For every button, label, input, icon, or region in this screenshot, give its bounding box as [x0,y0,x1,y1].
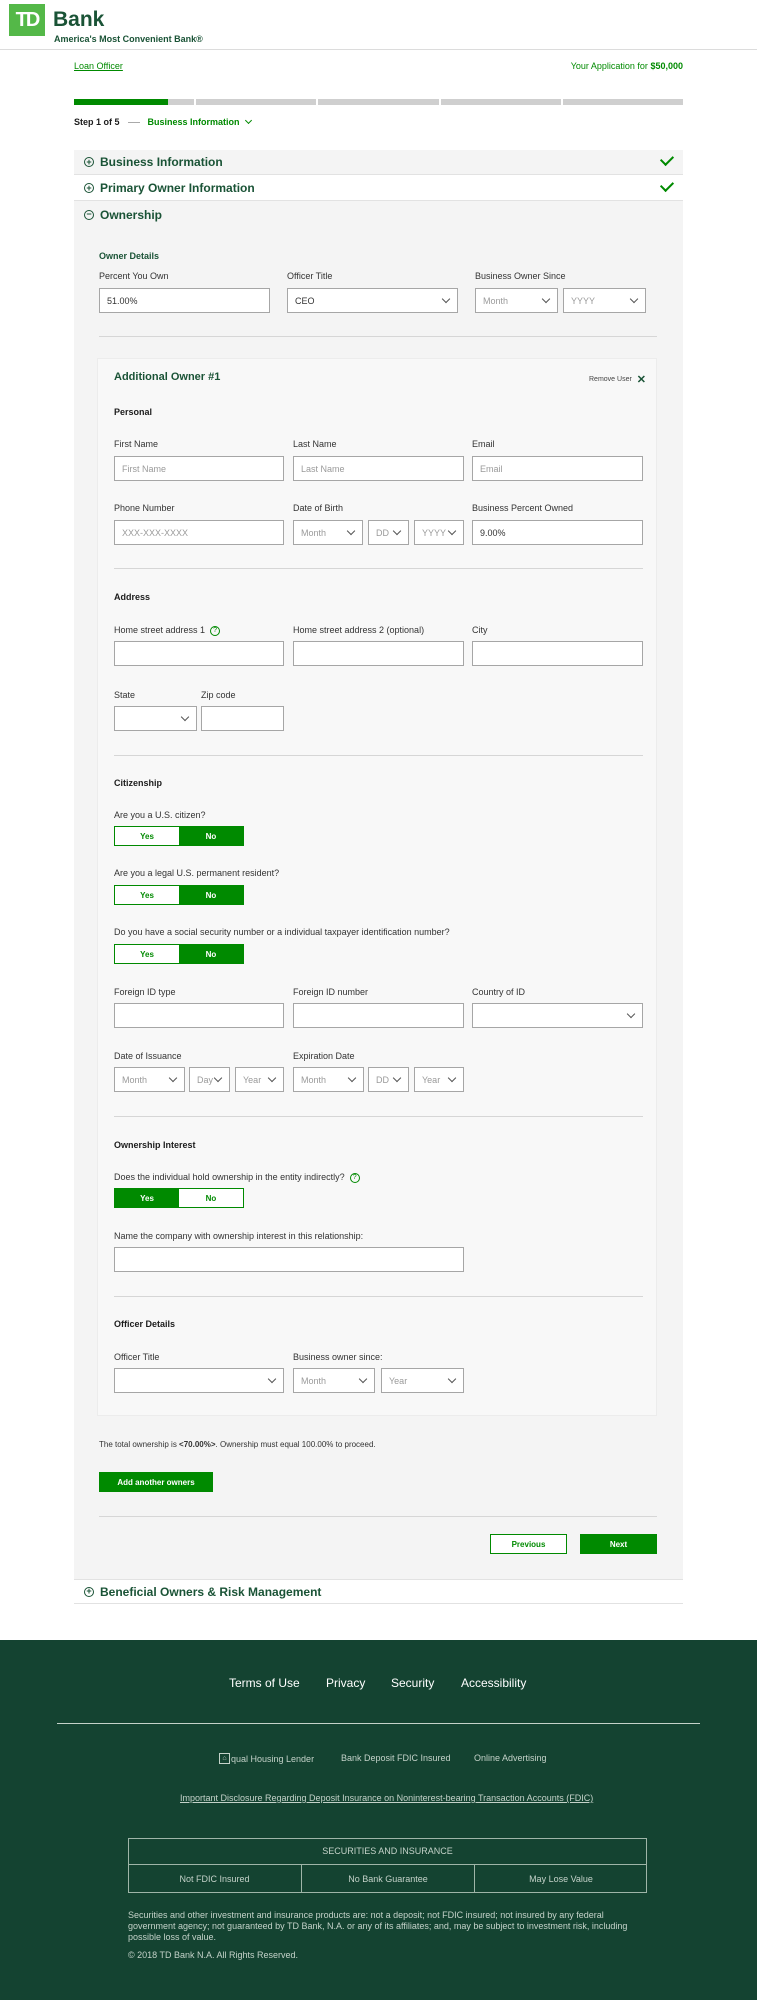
country-id-select[interactable] [472,1003,643,1028]
business-percent-input[interactable]: 9.00% [472,520,643,545]
country-id-label: Country of ID [472,987,526,997]
company-name-input[interactable] [114,1247,464,1272]
accordion-title: Beneficial Owners & Risk Management [100,1584,322,1599]
chevron-down-icon [442,295,450,303]
td-logo[interactable]: TD [9,4,45,36]
company-name-label: Name the company with ownership interest in this relationship: [114,1231,364,1241]
us-citizen-question: Are you a U.S. citizen? [114,810,206,820]
ownership-interest-title: Ownership Interest [114,1140,196,1150]
next-button[interactable]: Next [580,1534,657,1554]
officer-title-select-2[interactable] [114,1368,284,1393]
checkmark-icon [660,178,674,192]
divider [114,1296,643,1297]
expiration-label: Expiration Date [293,1051,355,1061]
ssn-toggle [114,944,244,964]
yes-option[interactable]: Yes [115,886,179,904]
accordion-title: Business Information [100,155,223,169]
email-input[interactable]: Email [472,456,643,481]
street2-label: Home street address 2 (optional) [293,625,425,635]
day-placeholder: Day [197,1074,214,1085]
progress-segment-4 [441,99,561,105]
securities-insurance-title: SECURITIES AND INSURANCE [128,1838,647,1865]
footer-link-accessibility[interactable]: Accessibility [461,1676,527,1690]
last-name-input[interactable]: Last Name [293,456,464,481]
dob-month-placeholder: Month [301,527,327,538]
dob-year-select[interactable] [414,520,464,545]
year-placeholder: Year [389,1375,408,1386]
total-prefix: The total ownership is [99,1440,180,1449]
address-title: Address [114,592,151,602]
day-placeholder: DD [376,1074,389,1085]
permanent-resident-toggle [114,885,244,905]
step-indicator [74,117,251,127]
owner-details-title: Owner Details [99,251,160,261]
remove-user-button[interactable] [589,373,646,386]
total-ownership-message [99,1440,376,1449]
no-option[interactable]: No [179,827,243,845]
expiration-year-select[interactable] [414,1067,464,1092]
site-footer [0,1640,757,2000]
chevron-down-icon [627,1010,635,1018]
step-text: Step 1 of 5 [74,117,120,127]
accordion-primary-owner[interactable] [74,176,683,201]
progress-bar [74,99,683,105]
accordion-business-information[interactable] [74,150,683,175]
plus-circle-icon: + [84,183,94,193]
plus-circle-icon: + [84,1587,94,1597]
help-icon[interactable]: ? [350,1173,360,1183]
progress-segment-1 [74,99,194,105]
issuance-month-select[interactable] [114,1067,185,1092]
foreign-id-type-label: Foreign ID type [114,987,176,997]
plus-circle-icon: + [84,157,94,167]
chevron-down-icon [169,1074,177,1082]
accordion-ownership[interactable] [74,202,683,227]
remove-user-label: Remove User [589,376,632,383]
first-name-input[interactable]: First Name [114,456,284,481]
no-option[interactable]: No [179,1189,243,1207]
issuance-label: Date of Issuance [114,1051,182,1061]
year-placeholder: Year [243,1074,262,1085]
accordion-title: Primary Owner Information [100,181,255,195]
minus-circle-icon: − [84,210,94,220]
chevron-down-icon [268,1074,276,1082]
footer-link-security[interactable]: Security [391,1676,435,1690]
add-another-owner-button[interactable]: Add another owners [99,1472,213,1492]
equal-housing-lender [219,1753,314,1764]
may-lose-value: May Lose Value [529,1874,593,1884]
yes-option[interactable]: Yes [115,827,179,845]
zip-input[interactable] [201,706,284,731]
owner-since-label-2: Business owner since: [293,1352,383,1362]
business-percent-label: Business Percent Owned [472,503,574,513]
divider [114,568,643,569]
footer-link-privacy[interactable]: Privacy [326,1676,366,1690]
additional-owner-title: Additional Owner #1 [114,371,221,383]
citizenship-title: Citizenship [114,778,163,788]
email-label: Email [472,439,495,449]
owner-since-month-select[interactable] [475,288,558,313]
first-name-label: First Name [114,439,159,449]
accordion-title: Ownership [100,207,163,222]
dob-label: Date of Birth [293,503,344,513]
month-placeholder: Month [301,1074,327,1085]
chevron-down-icon [245,117,252,124]
online-advertising-link[interactable]: Online Advertising [474,1753,547,1763]
no-bank-guarantee: No Bank Guarantee [302,1865,475,1893]
state-select[interactable] [114,706,197,731]
city-label: City [472,625,488,635]
footer-link-terms[interactable]: Terms of Use [229,1676,300,1690]
brand-tagline: America's Most Convenient Bank® [54,34,203,44]
fdic-insured-text: Bank Deposit FDIC Insured [341,1753,451,1763]
divider [99,1516,657,1517]
progress-fill [74,99,168,105]
total-suffix: . Ownership must equal 100.00% to proceed. [215,1440,376,1449]
yes-option[interactable]: Yes [115,945,179,963]
street1-input[interactable] [114,641,284,666]
not-fdic-insured: Not FDIC Insured [128,1865,302,1893]
issuance-day-select[interactable] [189,1067,230,1092]
checkmark-icon [660,152,674,166]
percent-own-label: Percent You Own [99,271,169,281]
divider [99,336,657,337]
month-placeholder: Month [301,1375,327,1386]
progress-segment-2 [196,99,316,105]
chevron-down-icon [348,1074,356,1082]
officer-title-select[interactable] [287,288,458,313]
officer-title-label: Officer Title [287,271,333,281]
indirect-ownership-question [114,1172,360,1183]
personal-title: Personal [114,407,153,417]
permanent-resident-question: Are you a legal U.S. permanent resident? [114,868,280,878]
loan-officer-link[interactable]: Loan Officer [74,61,123,71]
application-amount-value: $50,000 [650,61,683,71]
close-icon: ✕ [636,374,647,386]
chevron-down-icon [214,1074,222,1082]
chevron-down-icon [181,713,189,721]
help-icon[interactable]: ? [210,626,220,636]
current-step-label: Business Information [147,117,240,127]
foreign-id-type-input[interactable] [114,1003,284,1028]
ssn-question: Do you have a social security number or a individual taxpayer identification number? [114,927,450,937]
expiration-month-select[interactable] [293,1067,364,1092]
last-name-label: Last Name [293,439,337,449]
progress-segment-3 [318,99,438,105]
city-input[interactable] [472,641,643,666]
brand-name: Bank [53,8,105,31]
dob-day-select[interactable] [368,520,409,545]
progress-segment-5 [563,99,683,105]
no-option[interactable]: No [179,886,243,904]
previous-button[interactable]: Previous [490,1534,567,1554]
month-placeholder: Month [483,295,509,306]
chevron-down-icon [268,1375,276,1383]
month-placeholder: Month [122,1074,148,1085]
chevron-down-icon [448,1375,456,1383]
chevron-down-icon [359,1375,367,1383]
foreign-id-number-input[interactable] [293,1003,464,1028]
phone-input[interactable]: XXX-XXX-XXXX [114,520,284,545]
footer-legal-text: Securities and other investment and insurance products are: not a deposit; not FDIC insured; not insured by any federal government agency; not guaranteed by TD Bank, N.A. or any of its affiliates; and, may be subject to investment risk, including possible loss of value. [128,1910,628,1942]
owner-since-year-select-2[interactable] [381,1368,464,1393]
dob-day-placeholder: DD [376,527,389,538]
indirect-ownership-text: Does the individual hold ownership in the entity indirectly? [114,1172,345,1182]
foreign-id-number-label: Foreign ID number [293,987,369,997]
expiration-day-select[interactable] [368,1067,409,1092]
street1-label [114,625,220,636]
indirect-ownership-toggle [114,1188,244,1208]
no-option[interactable]: No [179,945,243,963]
zip-label: Zip code [201,690,236,700]
owner-since-year-select[interactable] [563,288,646,313]
application-amount [571,61,683,71]
chevron-down-icon [630,295,638,303]
chevron-down-icon [448,527,456,535]
street1-label-text: Home street address 1 [114,625,206,635]
us-citizen-toggle [114,826,244,846]
dob-month-select[interactable] [293,520,363,545]
officer-details-title: Officer Details [114,1319,176,1329]
divider [114,1116,643,1117]
owner-since-label: Business Owner Since [475,271,566,281]
street2-input[interactable] [293,641,464,666]
divider [114,755,643,756]
footer-copyright: © 2018 TD Bank N.A. All Rights Reserved. [128,1950,299,1960]
issuance-year-select[interactable] [235,1067,284,1092]
chevron-down-icon [347,527,355,535]
year-placeholder: Year [422,1074,441,1085]
accordion-beneficial-owners[interactable] [74,1579,683,1604]
dob-year-placeholder: YYYY [422,527,447,538]
year-placeholder: YYYY [571,295,596,306]
total-value: <70.00%> [179,1440,216,1449]
equal-housing-text: qual Housing Lender [231,1753,315,1764]
yes-option[interactable]: Yes [115,1189,179,1207]
chevron-down-icon [542,295,550,303]
footer-divider [57,1723,700,1724]
fdic-disclosure-link[interactable]: Important Disclosure Regarding Deposit Insurance on Noninterest-bearing Transaction Accounts (FDIC) [180,1793,594,1803]
equal-housing-icon: ⌂ [219,1753,230,1764]
chevron-down-icon [393,1074,401,1082]
officer-title-label-2: Officer Title [114,1352,160,1362]
phone-label: Phone Number [114,503,175,513]
state-label: State [114,690,136,700]
chevron-down-icon [393,527,401,535]
percent-own-input[interactable]: 51.00% [99,288,270,313]
chevron-down-icon [448,1074,456,1082]
step-divider [128,122,140,123]
owner-since-month-select-2[interactable] [293,1368,375,1393]
application-prefix: Your Application for [570,61,648,71]
current-step-dropdown[interactable] [148,117,252,127]
officer-title-value: CEO [295,295,315,306]
